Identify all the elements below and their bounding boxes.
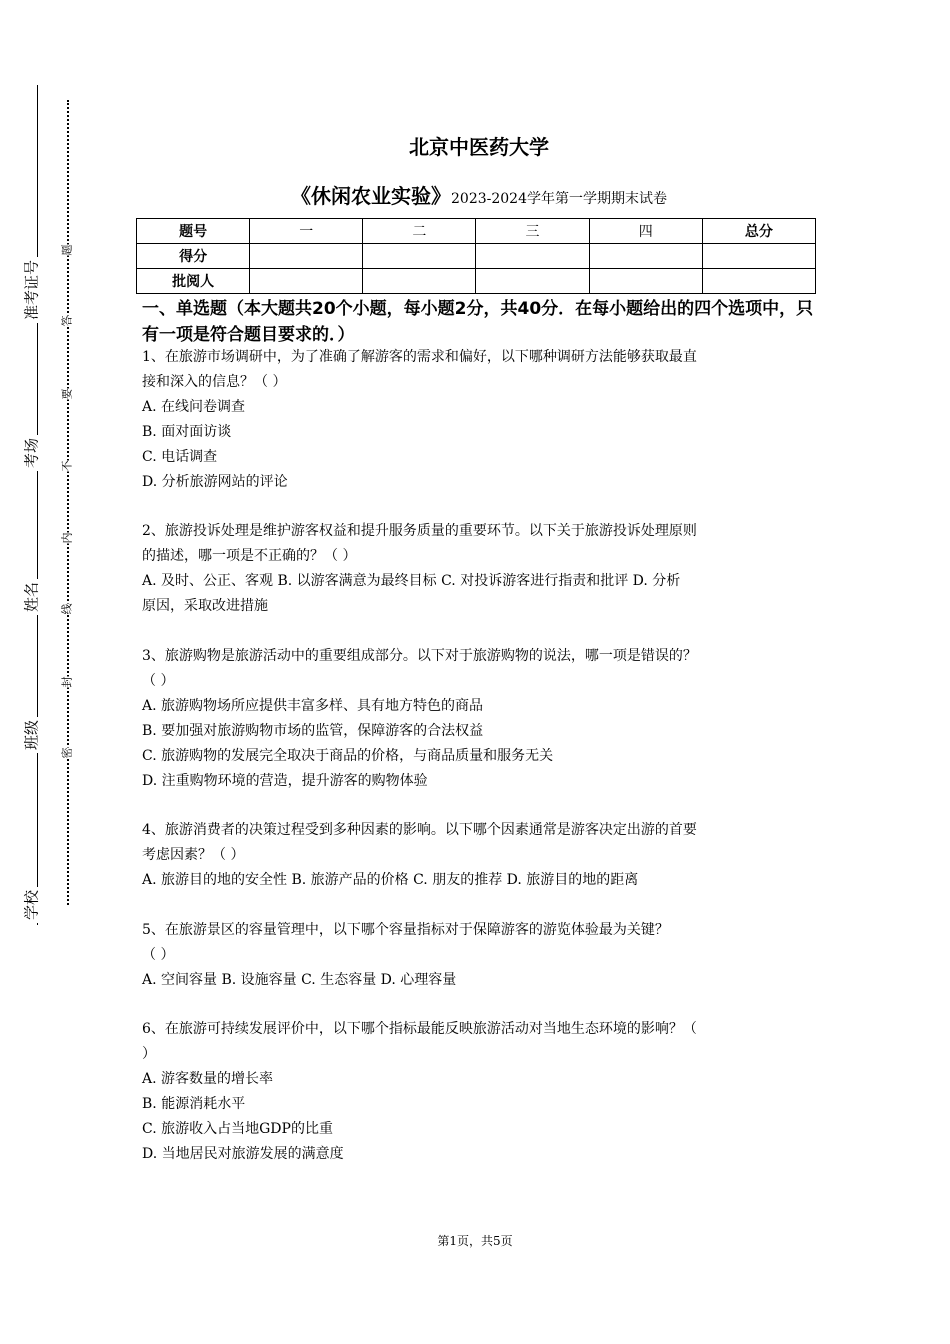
question-stem: 6、在旅游可持续发展评价中，以下哪个指标最能反映旅游活动对当地生态环境的影响？（ [142,1021,697,1037]
question-stem: ） [142,1046,156,1062]
option: A. 游客数量的增长率 [142,1071,274,1087]
score-cell [702,244,815,269]
score-table [136,218,816,294]
option: D. 分析旅游网站的评论 [142,474,288,490]
reviewer-cell [702,269,815,294]
option: B. 面对面访谈 [142,424,232,440]
course-name: 《休闲农业实验》 [291,184,451,208]
option: 原因，采取改进措施 [142,598,268,614]
question-stem: 的描述，哪一项是不正确的？（ ） [142,548,357,564]
score-cell [363,244,476,269]
reviewer-cell [589,269,702,294]
question-stem: 1、在旅游市场调研中，为了准确了解游客的需求和偏好，以下哪种调研方法能够获取最直 [142,349,697,365]
seal-char: 封 [60,676,74,688]
exam-subtitle [139,180,819,209]
header-cell: 四 [589,219,702,244]
header-cell: 一 [250,219,363,244]
option: B. 要加强对旅游购物市场的监管，保障游客的合法权益 [142,723,484,739]
reviewer-row [137,269,816,294]
row-label: 得分 [137,244,250,269]
question-stem: 5、在旅游景区的容量管理中，以下哪个容量指标对于保障游客的游览体验最为关键？ [142,922,669,938]
score-cell [476,244,589,269]
option: C. 电话调查 [142,449,218,465]
question-stem: （ ） [142,947,175,963]
class-label: 班级 [25,717,40,753]
option: B. 能源消耗水平 [142,1096,246,1112]
seal-dotted-line [67,100,69,905]
exam-room-label: 考场 [25,435,40,471]
option: D. 注重购物环境的营造，提升游客的购物体验 [142,773,428,789]
option: D. 当地居民对旅游发展的满意度 [142,1146,344,1162]
page-footer: 第1页，共5页 [437,1234,513,1248]
option: A. 旅游购物场所应提供丰富多样、具有地方特色的商品 [142,698,484,714]
header-cell: 三 [476,219,589,244]
seal-char: 要 [60,388,74,400]
seal-char: 内 [60,532,74,544]
header-cell: 总分 [702,219,815,244]
score-row [137,244,816,269]
question-stem: （ ） [142,673,175,689]
reviewer-cell [250,269,363,294]
option: C. 旅游购物的发展完全取决于商品的价格，与商品质量和服务无关 [142,748,554,764]
school-label: 学校 [25,887,40,923]
exam-term: 2023-2024学年第一学期期末试卷 [451,191,667,207]
score-table-header-row [137,219,816,244]
university-title: 北京中医药大学 [409,135,549,159]
reviewer-cell [476,269,589,294]
seal-char: 答 [60,315,74,327]
option: A. 旅游目的地的安全性 B. 旅游产品的价格 C. 朋友的推荐 D. 旅游目的地的距离 [142,872,639,888]
header-cell: 二 [363,219,476,244]
seal-char: 密 [60,747,74,759]
option: C. 旅游收入占当地GDP的比重 [142,1121,333,1137]
option: A. 空间容量 B. 设施容量 C. 生态容量 D. 心理容量 [142,972,457,988]
option: A. 及时、公正、客观 B. 以游客满意为最终目标 C. 对投诉游客进行指责和批评 D. 分析 [142,573,681,589]
question-stem: 接和深入的信息？（ ） [142,374,287,390]
seal-char: 线 [60,603,74,615]
binding-solid-line [37,85,38,925]
name-label: 姓名 [25,579,40,615]
question-stem: 4、旅游消费者的决策过程受到多种因素的影响。以下哪个因素通常是游客决定出游的首要 [142,822,697,838]
header-cell: 题号 [137,219,250,244]
score-cell [250,244,363,269]
reviewer-cell [363,269,476,294]
question-stem: 3、旅游购物是旅游活动中的重要组成部分。以下对于旅游购物的说法，哪一项是错误的？ [142,648,697,664]
score-cell [589,244,702,269]
seal-char: 不 [60,460,74,472]
option: A. 在线问卷调查 [142,399,246,415]
row-label: 批阅人 [137,269,250,294]
question-stem: 2、旅游投诉处理是维护游客权益和提升服务质量的重要环节。以下关于旅游投诉处理原则 [142,523,697,539]
seal-char: 题 [60,244,74,256]
binding-margin [0,0,90,1344]
section-title: 一、单选题（本大题共20个小题，每小题2分，共40分．在每小题给出的四个选项中，只有一项是符合题目要求的．） [142,299,814,345]
question-stem: 考虑因素？（ ） [142,847,245,863]
exam-id-label: 准考证号 [25,257,40,323]
